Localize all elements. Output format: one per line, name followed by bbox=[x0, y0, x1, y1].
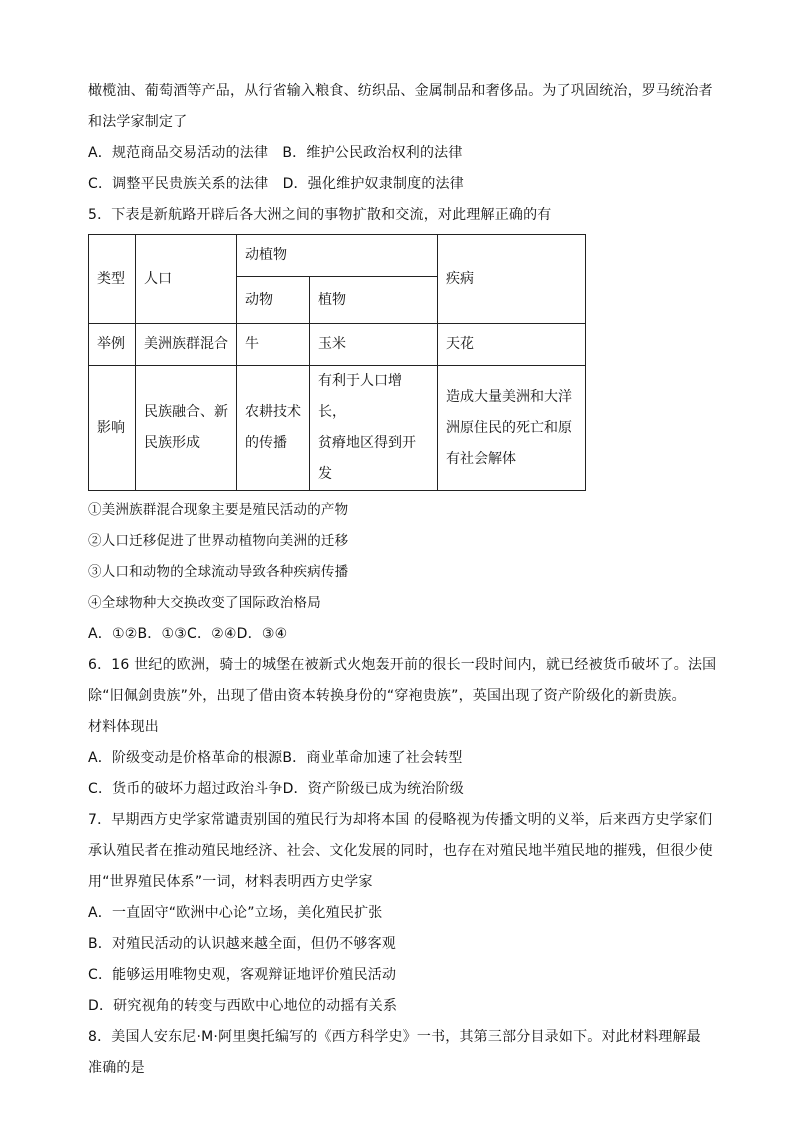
exchange-table bbox=[88, 234, 586, 491]
statement: ①美洲族群混合现象主要是殖民活动的产物 bbox=[88, 502, 349, 518]
table-cell bbox=[310, 366, 438, 491]
table-cell-line: 造成大量美洲和大洋 bbox=[446, 388, 572, 405]
table-cell-line: 有社会解体 bbox=[446, 450, 516, 467]
table-cell bbox=[136, 366, 237, 491]
question-7-stem-line: 7．早期西方史学家常谴责别国的殖民行为却将本国 的侵略视为传播文明的义举，后来西方史学家们 bbox=[88, 812, 713, 828]
question-4-stem-line: 和法学家制定了 bbox=[88, 114, 188, 130]
table-row-label: 举例 bbox=[89, 324, 136, 366]
question-7-stem-line: 用“世界殖民体系”一词，材料表明西方史学家 bbox=[88, 874, 373, 890]
question-8-stem-line: 准确的是 bbox=[88, 1060, 145, 1076]
table-cell: 美洲族群混合 bbox=[136, 324, 237, 366]
table-header-animal: 动物 bbox=[237, 277, 310, 324]
table-cell-line: 民族形成 bbox=[144, 435, 200, 451]
question-4-stem-line: 橄榄油、葡萄酒等产品，从行省输入粮食、纺织品、金属制品和奢侈品。为了巩固统治，罗马统治者 bbox=[88, 83, 713, 99]
question-6-option-line: C．货币的破坏力超过政治斗争D．资产阶级已成为统治阶级 bbox=[88, 781, 464, 797]
question-6-stem-line: 6．16 世纪的欧洲，骑士的城堡在被新式火炮轰开前的很长一段时间内，就已经被货币破坏了。法国 bbox=[88, 657, 717, 673]
question-7-option-line: A．一直固守“欧洲中心论”立场，美化殖民扩张 bbox=[88, 905, 383, 921]
question-8 bbox=[88, 1022, 718, 1084]
table-header-flora-fauna: 动植物 bbox=[237, 235, 438, 277]
question-8-stem-line: 8．美国人安东尼·M·阿里奥托编写的《西方科学史》一书，其第三部分目录如下。对此材料理解最 bbox=[88, 1029, 701, 1045]
table-header-population: 人口 bbox=[136, 235, 237, 324]
table-cell bbox=[438, 366, 586, 491]
question-6-stem-line: 材料体现出 bbox=[88, 719, 159, 735]
statement: ②人口迁移促进了世界动植物向美洲的迁移 bbox=[88, 533, 349, 549]
table-cell-line: 有利于人口增长， bbox=[318, 373, 402, 420]
table-cell-line: 民族融合、新 bbox=[144, 404, 228, 420]
question-5-options: A．①②B．①③C．②④D．③④ bbox=[88, 626, 288, 642]
table-cell-line: 的传播 bbox=[245, 435, 287, 451]
table-cell: 牛 bbox=[237, 324, 310, 366]
question-6 bbox=[88, 650, 718, 805]
question-4-option-line: C．调整平民贵族关系的法律 D．强化维护奴隶制度的法律 bbox=[88, 176, 464, 192]
table-header-disease: 疾病 bbox=[438, 235, 586, 324]
question-6-option-line: A．阶级变动是价格革命的根源B．商业革命加速了社会转型 bbox=[88, 750, 463, 766]
question-5 bbox=[88, 200, 718, 650]
question-7-option-line: B．对殖民活动的认识越来越全面，但仍不够客观 bbox=[88, 936, 397, 952]
statement: ③人口和动物的全球流动导致各种疾病传播 bbox=[88, 564, 349, 580]
question-6-stem-line: 除“旧佩剑贵族”外，出现了借由资本转换身份的“穿袍贵族”，英国出现了资产阶级化的新贵族。 bbox=[88, 688, 686, 704]
question-7 bbox=[88, 805, 718, 1022]
question-7-option-line: D．研究视角的转变与西欧中心地位的动摇有关系 bbox=[88, 998, 398, 1014]
table-cell-line: 发 bbox=[318, 466, 332, 482]
table-cell: 玉米 bbox=[310, 324, 438, 366]
question-7-option-line: C．能够运用唯物史观，客观辩证地评价殖民活动 bbox=[88, 967, 397, 983]
table-cell-line: 贫瘠地区得到开 bbox=[318, 435, 416, 451]
table-cell-line: 农耕技术 bbox=[245, 404, 301, 420]
question-4 bbox=[88, 76, 718, 200]
table-header-plant: 植物 bbox=[310, 277, 438, 324]
table-cell bbox=[237, 366, 310, 491]
exam-page bbox=[88, 76, 718, 1084]
table-cell-line: 洲原住民的死亡和原 bbox=[446, 419, 572, 436]
statement: ④全球物种大交换改变了国际政治格局 bbox=[88, 595, 321, 611]
table-cell: 天花 bbox=[438, 324, 586, 366]
question-5-stem: 5．下表是新航路开辟后各大洲之间的事物扩散和交流，对此理解正确的有 bbox=[88, 207, 552, 223]
table-row-label: 影响 bbox=[89, 366, 136, 491]
question-7-stem-line: 承认殖民者在推动殖民地经济、社会、文化发展的同时，也存在对殖民地半殖民地的摧残，但很少使 bbox=[88, 843, 713, 859]
table-header-type: 类型 bbox=[89, 235, 136, 324]
question-4-option-line: A．规范商品交易活动的法律 B．维护公民政治权利的法律 bbox=[88, 145, 463, 161]
